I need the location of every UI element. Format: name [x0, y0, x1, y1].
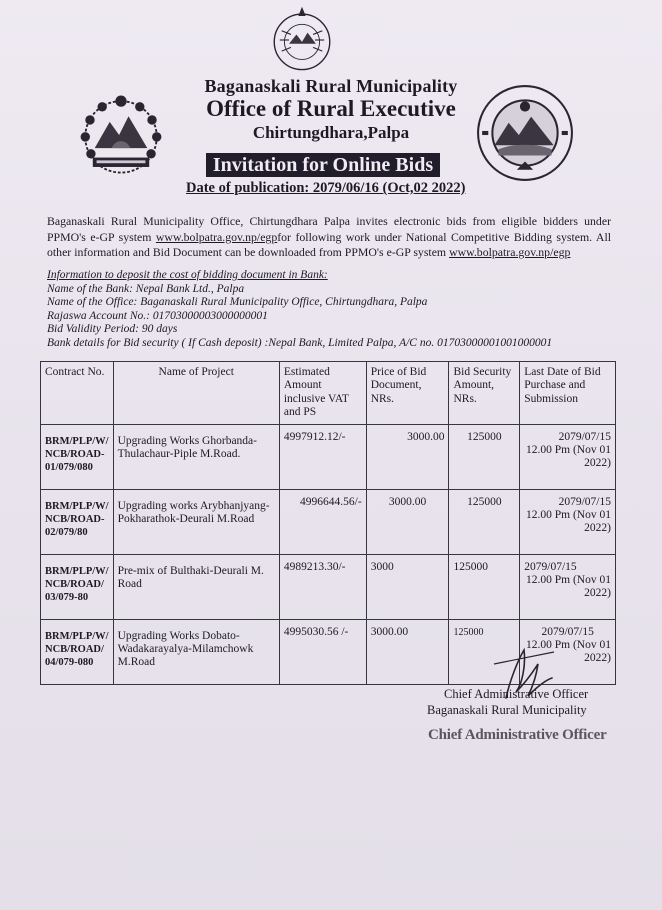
signatory-title: Chief Administrative Officer — [444, 687, 589, 701]
intro-text-1: Baganaskali Rural Municipality Office, Chirtungdhara Palpa invites electronic bids from eligible bidders under PPMO's e-GP system — [47, 214, 611, 244]
document-price: 3000.00 — [366, 424, 449, 489]
publication-date: Date of publication: 2079/06/16 (Oct,02 2022) — [186, 180, 466, 196]
header-project: Name of Project — [113, 362, 279, 425]
office-name: Name of the Office: Baganaskali Rural Municipality Office, Chirtungdhara, Palpa — [47, 296, 428, 309]
municipality-name: Baganaskali Rural Municipality — [204, 76, 458, 96]
rajaswa-account: Rajaswa Account No.: 01703000003000000001 — [47, 309, 268, 322]
signatory-org: Baganaskali Rural Municipality — [427, 703, 587, 717]
designation-stamp: Chief Administrative Officer — [428, 727, 607, 743]
header-estimated: Estimated Amount inclusive VAT and PS — [279, 362, 366, 425]
project-name: Upgrading works Arybhanjyang-Pokharathok-Deurali M.Road — [113, 489, 279, 554]
header-security: Bid Security Amount, NRs. — [449, 362, 520, 425]
security-amount: 125000 — [449, 554, 520, 619]
notice-title: Invitation for Online Bids — [206, 153, 440, 177]
security-amount: 125000 — [449, 489, 520, 554]
last-date-value: 2079/07/15 — [541, 625, 594, 638]
header-last-date: Last Date of Bid Purchase and Submission — [520, 362, 616, 425]
municipality-seal-icon — [265, 3, 339, 77]
header-price: Price of Bid Document, NRs. — [366, 362, 449, 425]
document-price: 3000 — [366, 554, 449, 619]
contract-no: BRM/PLP/W/ NCB/ROAD- 01/079/080 — [41, 424, 114, 489]
last-date-time: 12.00 Pm (Nov 01 2022) — [526, 574, 611, 600]
estimated-amount: 4995030.56 /- — [279, 619, 366, 684]
last-date — [520, 489, 616, 554]
estimated-amount: 4996644.56/- — [279, 489, 366, 554]
intro-paragraph — [47, 214, 611, 261]
estimated-amount: 4997912.12/- — [279, 424, 366, 489]
contract-no: BRM/PLP/W/ NCB/ROAD/ 03/079-80 — [41, 554, 114, 619]
security-amount: 125000 — [449, 424, 520, 489]
document-price: 3000.00 — [366, 619, 449, 684]
project-name: Pre-mix of Bulthaki-Deurali M. Road — [113, 554, 279, 619]
bid-table — [40, 361, 616, 685]
last-date — [520, 424, 616, 489]
estimated-amount: 4989213.30/- — [279, 554, 366, 619]
table-row — [41, 489, 616, 554]
last-date-value: 2079/07/15 — [558, 430, 611, 443]
last-date-value: 2079/07/15 — [558, 495, 611, 508]
security-amount: 125000 — [449, 619, 520, 684]
last-date-time: 12.00 Pm (Nov 01 2022) — [526, 444, 611, 470]
project-name: Upgrading Works Dobato-Wadakarayalya-Milamchowk M.Road — [113, 619, 279, 684]
table-row — [41, 554, 616, 619]
last-date-time: 12.00 Pm (Nov 01 2022) — [526, 509, 611, 535]
office-location: Chirtungdhara,Palpa — [252, 123, 410, 142]
table-header-row — [41, 362, 616, 425]
document-price: 3000.00 — [366, 489, 449, 554]
contract-no: BRM/PLP/W/ NCB/ROAD- 02/079/80 — [41, 489, 114, 554]
bank-info — [47, 269, 617, 351]
header-contract-no: Contract No. — [41, 362, 114, 425]
last-date — [520, 554, 616, 619]
last-date-time: 12.00 Pm (Nov 01 2022) — [526, 639, 611, 665]
office-title: Office of Rural Executive — [206, 96, 456, 121]
last-date-value: 2079/07/15 — [524, 560, 577, 573]
egp-link-2[interactable]: www.bolpatra.gov.np/egp — [449, 245, 571, 259]
contract-no: BRM/PLP/W/ NCB/ROAD/ 04/079-080 — [41, 619, 114, 684]
bid-security-bank: Bank details for Bid security ( If Cash deposit) :Nepal Bank, Limited Palpa, A/C no. 01703000001001000001 — [47, 336, 553, 349]
bid-validity: Bid Validity Period: 90 days — [47, 323, 178, 336]
intro-text-2: for following work under National Competitive Bidding system. All other information and Bid Document can be downloaded from PPMO's e-GP system — [47, 229, 611, 259]
bank-name: Name of the Bank: Nepal Bank Ltd., Palpa — [47, 282, 245, 295]
egp-link[interactable]: www.bolpatra.gov.np/egp — [155, 229, 278, 244]
bank-info-heading: Information to deposit the cost of bidding document in Bank: — [47, 269, 328, 281]
table-row — [41, 424, 616, 489]
project-name: Upgrading Works Ghorbanda-Thulachaur-Piple M.Road. — [113, 424, 279, 489]
